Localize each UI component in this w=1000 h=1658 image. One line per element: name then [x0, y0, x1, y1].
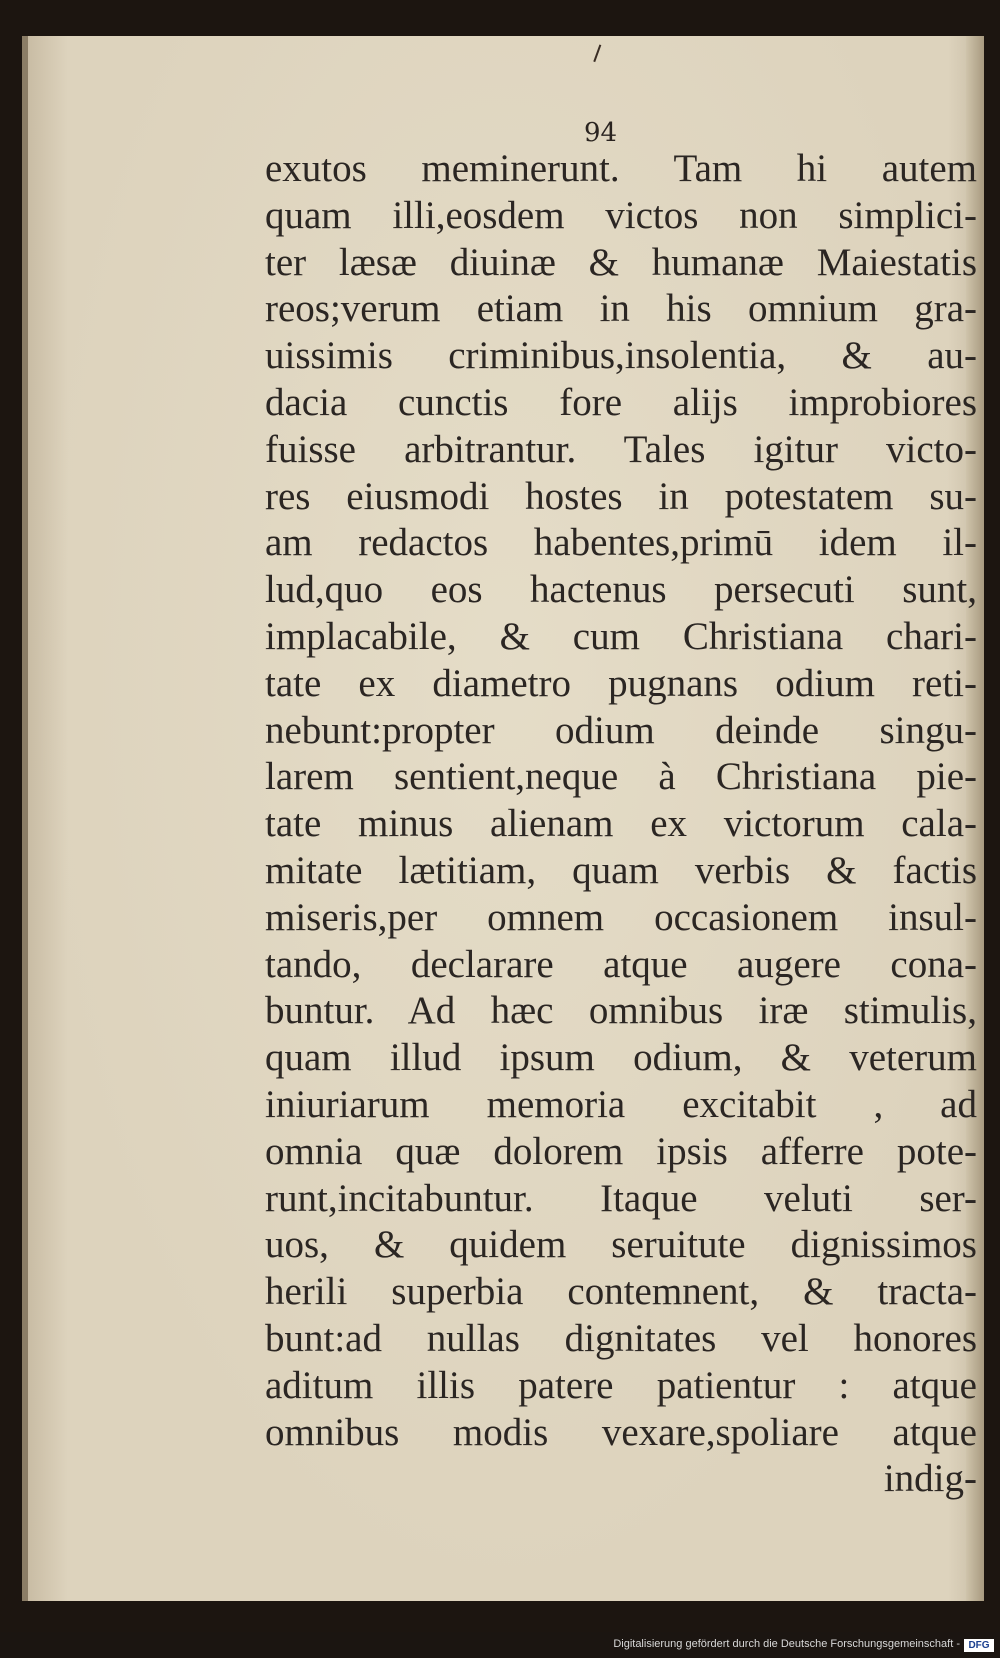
text-line: implacabile, & cum Christiana chari- — [265, 614, 977, 658]
text-line: larem sentient,neque à Christiana pie- — [265, 755, 977, 799]
page-number: 94 — [584, 118, 618, 148]
text-line: iniuriarum memoria excitabit , ad — [265, 1082, 977, 1126]
text-line: tate minus alienam ex victorum cala- — [265, 802, 977, 846]
text-line: res eiusmodi hostes in potestatem su- — [265, 474, 977, 518]
text-line: exutos meminerunt. Tam hi autem — [265, 147, 977, 190]
text-line: ter læsæ diuinæ & humanæ Maiestatis — [265, 240, 977, 284]
text-line: omnia quæ dolorem ipsis afferre pote- — [265, 1129, 977, 1173]
text-line: nebunt:propter odium deinde singu- — [265, 708, 977, 752]
text-line: miseris,per omnem occasionem insul- — [265, 895, 977, 939]
catchword: indig- — [883, 1457, 977, 1501]
text-line: bunt:ad nullas dignitates vel honores — [265, 1316, 977, 1360]
text-line: fuisse arbitrantur. Tales igitur victo- — [265, 427, 977, 471]
text-line: uos, & quidem seruitute dignissimos — [265, 1223, 977, 1267]
text-line: reos;verum etiam in his omnium gra- — [265, 287, 977, 331]
text-line: tate ex diametro pugnans odium reti- — [265, 661, 977, 705]
text-line: am redactos habentes,primū idem il- — [265, 521, 977, 565]
funding-credit: Digitalisierung gefördert durch die Deutsche Forschungsgemeinschaft - — [613, 1638, 960, 1650]
text-line: mitate lætitiam, quam verbis & factis — [265, 848, 977, 892]
text-line: quam illud ipsum odium, & veterum — [265, 1036, 977, 1080]
text-line: tando, declarare atque augere cona- — [265, 942, 977, 986]
text-line: buntur. Ad hæc omnibus iræ stimulis, — [265, 989, 977, 1033]
text-line: uissimis criminibus,insolentia, & au- — [265, 334, 977, 378]
text-line: runt,incitabuntur. Itaque veluti ser- — [265, 1176, 977, 1220]
text-line: lud,quo eos hactenus persecuti sunt, — [265, 568, 977, 612]
body-text — [265, 146, 977, 1503]
text-line: quam illi,eosdem victos non simplici- — [265, 193, 977, 237]
text-line: dacia cunctis fore alijs improbiores — [265, 380, 977, 424]
text-line: herili superbia contemnent, & tracta- — [265, 1270, 977, 1314]
dfg-logo: DFG — [964, 1639, 994, 1652]
text-line: omnibus modis vexare,spoliare atque — [265, 1410, 977, 1454]
text-line: aditum illis patere patientur : atque — [265, 1363, 977, 1407]
